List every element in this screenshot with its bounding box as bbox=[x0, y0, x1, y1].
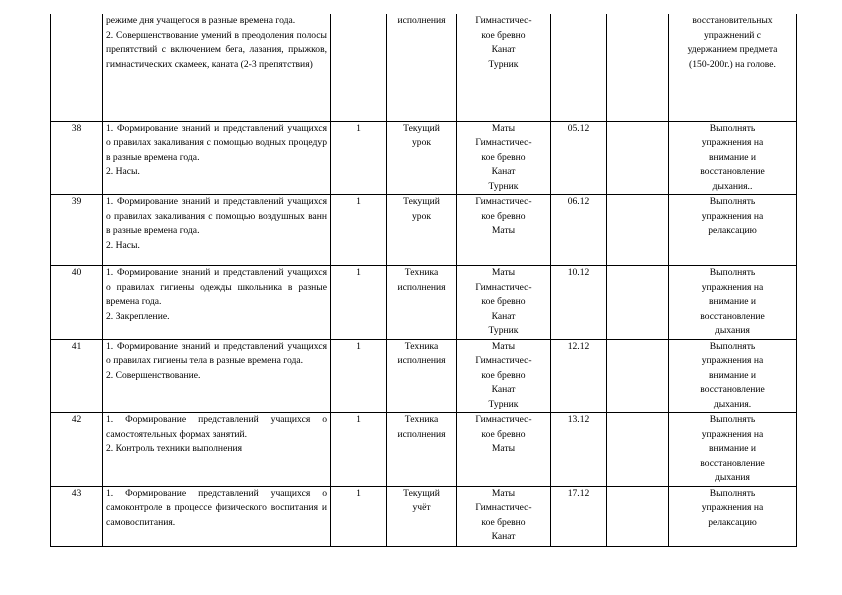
fact-date bbox=[607, 266, 669, 340]
lesson-type-line: Текущий bbox=[403, 196, 440, 207]
table-row bbox=[51, 195, 797, 266]
plan-date: 17.12 bbox=[551, 486, 607, 546]
equipment-line: Канат bbox=[491, 166, 516, 177]
homework bbox=[669, 121, 797, 195]
lesson-number: 42 bbox=[51, 413, 103, 487]
table-body bbox=[51, 14, 797, 546]
lesson-type-line: Техника bbox=[404, 414, 439, 425]
lesson-type-line: урок bbox=[411, 137, 432, 148]
equipment-line: Турник bbox=[488, 58, 519, 70]
fact-date bbox=[607, 14, 669, 121]
equipment bbox=[457, 413, 551, 487]
lesson-theme-line: 1. Формирование представлений учащихся о самостоятельных формах занятий. bbox=[106, 414, 327, 440]
equipment-line: кое бревно bbox=[481, 151, 526, 163]
hours-count: 1 bbox=[331, 413, 387, 487]
homework-line: внимание и bbox=[708, 369, 757, 381]
lesson-theme bbox=[103, 266, 331, 340]
homework bbox=[669, 195, 797, 266]
lesson-theme-line: режиме дня учащегося в разные времена года. bbox=[106, 15, 296, 26]
fact-date bbox=[607, 413, 669, 487]
equipment-line: кое бревно bbox=[481, 516, 526, 528]
homework-line: удержанием предмета bbox=[687, 44, 778, 55]
homework-line: дыхания bbox=[715, 325, 750, 336]
homework-line: Выполнять bbox=[709, 414, 756, 425]
lesson-type-line: урок bbox=[411, 210, 432, 222]
equipment-line: Маты bbox=[491, 487, 516, 499]
lesson-number: 41 bbox=[51, 339, 103, 413]
equipment-line: Гимнастичес- bbox=[475, 355, 532, 366]
homework-line: Выполнять bbox=[709, 487, 756, 499]
lesson-plan-table bbox=[50, 14, 797, 547]
equipment-line: Гимнастичес- bbox=[475, 414, 532, 425]
lesson-theme-line: 1. Формирование знаний и представлений учащихся о правилах закаливания с помощью водных процедур в разные времена года. bbox=[106, 122, 327, 163]
homework-line: Выполнять bbox=[709, 340, 756, 352]
fact-date bbox=[607, 339, 669, 413]
equipment bbox=[457, 14, 551, 121]
homework-line: Выполнять bbox=[709, 196, 756, 207]
lesson-theme bbox=[103, 413, 331, 487]
lesson-theme-line: 1. Формирование знаний и представлений учащихся о правилах гигиены тела в разные времена года. bbox=[106, 340, 327, 366]
lesson-theme-line: 1. Формирование знаний и представлений учащихся о правилах гигиены одежды школьника в разные времена года. bbox=[106, 267, 327, 307]
homework-line: упражнения на bbox=[701, 428, 764, 440]
equipment-line: Канат bbox=[491, 44, 516, 55]
homework-line: дыхания.. bbox=[712, 180, 753, 192]
lesson-type-line: исполнения bbox=[397, 281, 446, 293]
fact-date bbox=[607, 486, 669, 546]
lesson-type bbox=[387, 14, 457, 121]
lesson-number bbox=[51, 14, 103, 121]
lesson-number: 39 bbox=[51, 195, 103, 266]
lesson-type bbox=[387, 121, 457, 195]
homework-line: Выполнять bbox=[709, 122, 756, 134]
lesson-theme bbox=[103, 339, 331, 413]
lesson-theme-line: 2. Совершенствование. bbox=[106, 369, 201, 381]
plan-date: 06.12 bbox=[551, 195, 607, 266]
homework-line: релаксацию bbox=[708, 225, 757, 236]
plan-date: 10.12 bbox=[551, 266, 607, 340]
equipment bbox=[457, 121, 551, 195]
equipment-line: Канат bbox=[491, 384, 516, 395]
homework-line: упражнения на bbox=[701, 210, 764, 222]
equipment-line: Гимнастичес- bbox=[475, 196, 532, 207]
equipment-line: Канат bbox=[491, 310, 516, 322]
homework bbox=[669, 14, 797, 121]
equipment-line: кое бревно bbox=[481, 428, 526, 440]
equipment-line: кое бревно bbox=[481, 210, 526, 222]
equipment-line: Канат bbox=[491, 531, 516, 542]
lesson-type bbox=[387, 486, 457, 546]
lesson-type-line: исполнения bbox=[397, 355, 446, 366]
table-row bbox=[51, 14, 797, 121]
homework-line: упражнений с bbox=[703, 29, 762, 41]
equipment-line: Маты bbox=[491, 340, 516, 352]
lesson-number: 40 bbox=[51, 266, 103, 340]
lesson-theme-line: 1. Формирование представлений учащихся о самоконтроле в процессе физического воспитания и самовоспитания. bbox=[106, 487, 327, 528]
lesson-theme-line: 2. Контроль техники выполнения bbox=[106, 443, 243, 454]
lesson-type-line: Текущий bbox=[403, 122, 440, 134]
equipment bbox=[457, 266, 551, 340]
equipment bbox=[457, 486, 551, 546]
homework-line: восстановительных bbox=[692, 15, 773, 26]
lesson-number: 43 bbox=[51, 486, 103, 546]
lesson-type-line: Текущий bbox=[403, 487, 440, 499]
fact-date bbox=[607, 195, 669, 266]
equipment-line: Гимнастичес- bbox=[475, 281, 532, 293]
homework-line: упражнения на bbox=[701, 502, 764, 513]
lesson-type-line: Техника bbox=[404, 340, 439, 352]
equipment-line: Гимнастичес- bbox=[475, 137, 532, 148]
homework-line: упражнения на bbox=[701, 281, 764, 293]
equipment-line: Турник bbox=[488, 398, 519, 410]
equipment bbox=[457, 195, 551, 266]
homework bbox=[669, 413, 797, 487]
table-row bbox=[51, 486, 797, 546]
lesson-type bbox=[387, 266, 457, 340]
hours-count: 1 bbox=[331, 486, 387, 546]
homework-line: релаксацию bbox=[708, 516, 757, 528]
table-row bbox=[51, 339, 797, 413]
homework-line: упражнения на bbox=[701, 137, 764, 148]
equipment-line: Маты bbox=[491, 225, 516, 236]
fact-date bbox=[607, 121, 669, 195]
lesson-type-line: Техника bbox=[404, 267, 439, 278]
homework-line: Выполнять bbox=[709, 267, 756, 278]
lesson-type-line: исполнения bbox=[397, 15, 446, 26]
equipment-line: Маты bbox=[491, 122, 516, 134]
equipment-line: Гимнастичес- bbox=[475, 15, 532, 26]
equipment-line: кое бревно bbox=[481, 29, 526, 41]
plan-date bbox=[551, 14, 607, 121]
lesson-theme-line: 2. Закрепление. bbox=[106, 310, 170, 322]
hours-count: 1 bbox=[331, 339, 387, 413]
homework-line: дыхания. bbox=[713, 398, 752, 410]
lesson-type-line: исполнения bbox=[397, 428, 446, 440]
lesson-number: 38 bbox=[51, 121, 103, 195]
equipment-line: Маты bbox=[491, 267, 516, 278]
hours-count: 1 bbox=[331, 195, 387, 266]
hours-count: 1 bbox=[331, 121, 387, 195]
equipment bbox=[457, 339, 551, 413]
equipment-line: кое бревно bbox=[481, 369, 526, 381]
plan-date: 12.12 bbox=[551, 339, 607, 413]
homework-line: внимание и bbox=[708, 443, 757, 454]
homework-line: восстановление bbox=[700, 457, 765, 469]
lesson-theme-line: 1. Формирование знаний и представлений учащихся о правилах закаливания с помощью воздушных ванн в разные времена года. bbox=[106, 196, 327, 236]
lesson-type-line: учёт bbox=[412, 502, 431, 513]
homework-line: внимание и bbox=[708, 151, 757, 163]
equipment-line: кое бревно bbox=[481, 296, 526, 307]
lesson-type bbox=[387, 339, 457, 413]
homework-line: (150-200г.) на голове. bbox=[689, 58, 776, 70]
homework-line: восстановление bbox=[700, 384, 765, 395]
homework-line: восстановление bbox=[700, 166, 765, 177]
table-row bbox=[51, 121, 797, 195]
table-row bbox=[51, 413, 797, 487]
homework bbox=[669, 339, 797, 413]
lesson-type bbox=[387, 195, 457, 266]
homework bbox=[669, 266, 797, 340]
homework-line: упражнения на bbox=[701, 355, 764, 366]
table-row bbox=[51, 266, 797, 340]
homework-line: дыхания bbox=[715, 472, 750, 483]
lesson-theme-line: 2. Насы. bbox=[106, 166, 140, 177]
plan-date: 05.12 bbox=[551, 121, 607, 195]
plan-date: 13.12 bbox=[551, 413, 607, 487]
lesson-type bbox=[387, 413, 457, 487]
homework bbox=[669, 486, 797, 546]
equipment-line: Гимнастичес- bbox=[475, 502, 532, 513]
equipment-line: Турник bbox=[488, 180, 519, 192]
hours-count bbox=[331, 14, 387, 121]
hours-count: 1 bbox=[331, 266, 387, 340]
lesson-theme bbox=[103, 486, 331, 546]
lesson-theme bbox=[103, 195, 331, 266]
lesson-theme-line: 2. Насы. bbox=[106, 239, 140, 251]
homework-line: восстановление bbox=[700, 310, 765, 322]
lesson-theme-line: 2. Совершенствование умений в преодоления полосы препятствий с включением бега, лазания, прыжков, гимнастических скамеек, каната (2-3 препятствия) bbox=[106, 29, 327, 70]
equipment-line: Турник bbox=[488, 325, 519, 336]
lesson-theme bbox=[103, 121, 331, 195]
homework-line: внимание и bbox=[708, 296, 757, 307]
lesson-theme bbox=[103, 14, 331, 121]
equipment-line: Маты bbox=[491, 443, 516, 454]
